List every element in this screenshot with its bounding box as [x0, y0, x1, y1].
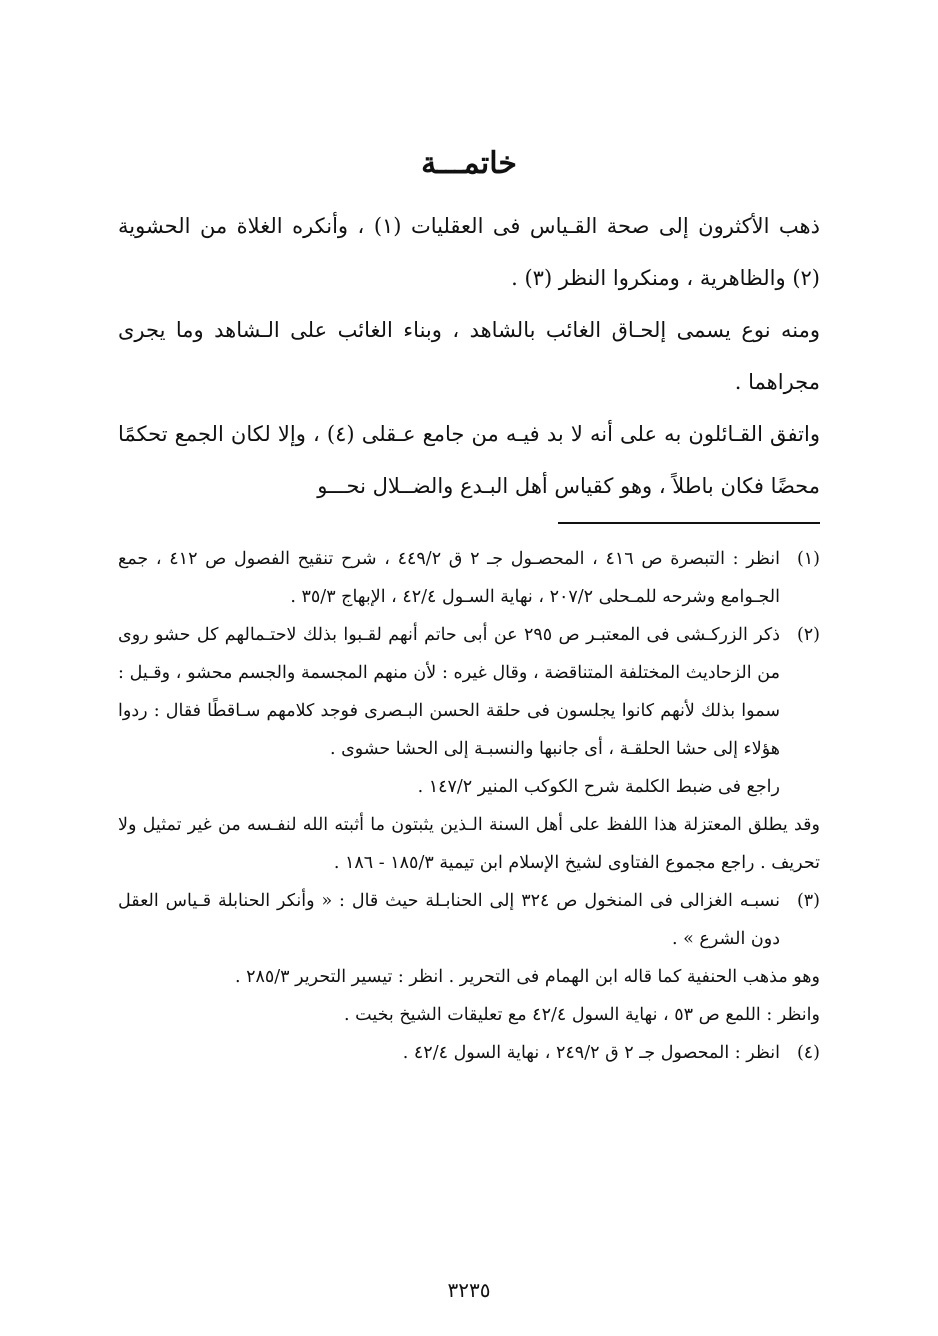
footnote-2: [118, 616, 820, 768]
footnote-text: نسبـه الغزالى فى المنخول ص ٣٢٤ إلى الحنابـلة حيث قال : « وأنكر الحنابلة قـياس العقل دون الشرع » .: [118, 891, 780, 949]
section-title: خاتمـــة: [421, 146, 517, 181]
footnote-3-continuation: وانظر : اللمع ص ٥٣ ، نهاية السول ٤٢/٤ مع تعليقات الشيخ بخيت .: [344, 1005, 820, 1025]
footnotes: [118, 540, 820, 1072]
footnote-3-continuation: وهو مذهب الحنفية كما قاله ابن الهمام فى التحرير . انظر : تيسير التحرير ٢٨٥/٣ .: [234, 967, 820, 987]
footnote-text: انظر : التبصرة ص ٤١٦ ، المحصـول جـ ٢ ق ٤٤٩/٢ ، شرح تنقيح الفصول ص ٤١٢ ، جمع الجـوامع وشرحه للمـحلى ٢٠٧/٢ ، نهاية السـول ٤٢/٤ ، الإبهاج ٣٥/٣ .: [118, 549, 780, 607]
footnote-2-continuation: راجع فى ضبط الكلمة شرح الكوكب المنير ١٤٧/٢ .: [417, 777, 780, 797]
footnote-separator: [558, 522, 820, 524]
body-paragraph-2: ومنه نوع يسمى إلحـاق الغائب بالشاهد ، وبناء الغائب على الـشاهد وما يجرى مجراهما .: [118, 318, 820, 394]
footnote-2-continuation: وقد يطلق المعتزلة هذا اللفظ على أهل السنة الـذين يثبتون ما أثبته الله لنفـسه من غير تمثيل ولا تحريف . راجع مجموع الفتاوى لشيخ الإسلام ابن تيمية ١٨٥/٣ - ١٨٦ .: [118, 815, 820, 873]
footnote-number: (٣): [796, 891, 820, 911]
page-number: ٣٢٣٥: [447, 1278, 491, 1302]
footnote-number: (١): [796, 549, 820, 569]
footnote-3: [118, 882, 820, 958]
footnote-4: [118, 1034, 820, 1072]
footnote-number: (٢): [796, 625, 820, 645]
footnote-1: [118, 540, 820, 616]
body-paragraph-3: واتفق القـائلون به على أنه لا بد فيـه من جامع عـقلى (٤) ، وإلا لكان الجمع تحكمًا محضًا فكان باطلاً ، وهو كقياس أهل البـدع والضــلال نحـــو: [118, 422, 820, 498]
footnote-text: انظر : المحصول جـ ٢ ق ٢٤٩/٢ ، نهاية السول ٤٢/٤ .: [402, 1043, 780, 1063]
footnote-text: ذكر الزركـشى فى المعتبـر ص ٢٩٥ عن أبى حاتم أنهم لقـبوا بذلك لاحتـمالهم كل حشو روى من الزحاديث المختلفة المتناقضة ، وقال غيره : لأن منهم المجسمة والجسم محشو ، وقـيل : سموا بذلك لأنهم كانوا يجلسون فى حلقة الحسن البـصرى فوجد كلامهم سـاقطًا فقال : ردوا هؤلاء إلى حشا الحلقـة ، أى جانبها والنسبـة إلى الحشا حشوى .: [118, 625, 781, 759]
body-paragraph-1: ذهب الأكثرون إلى صحة القـياس فى العقليات (١) ، وأنكره الغلاة من الحشوية (٢) والظاهرية ، ومنكروا النظر (٣) .: [118, 214, 820, 290]
footnote-number: (٤): [796, 1043, 820, 1063]
